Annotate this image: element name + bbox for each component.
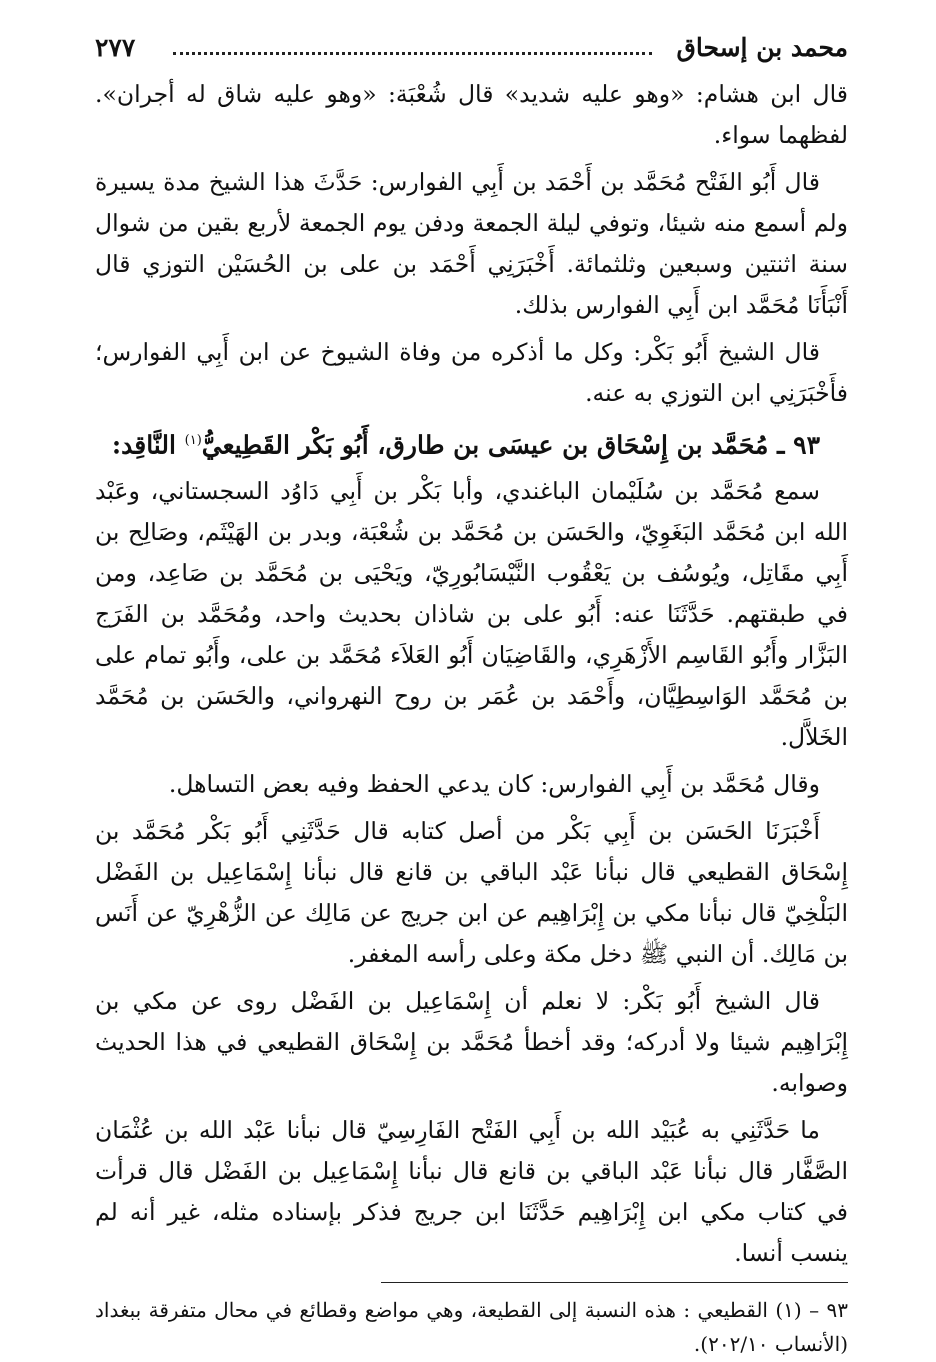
running-title: محمد بن إسحاق [676, 33, 848, 62]
paragraph: وقال مُحَمَّد بن أَبِي الفوارس: كان يدعي الحفظ وفيه بعض التساهل. [168, 770, 820, 799]
footnote-divider [381, 1282, 848, 1283]
leader-dots [173, 52, 652, 55]
footnote: ٩٣ – (١) القطيعي : هذه النسبة إلى القطيعة، وهي مواضع وقطائع في محال متفرقة ببغداد (الأنساب ٢٠٢/١٠). [95, 1298, 848, 1357]
paragraph: سمع مُحَمَّد بن سُلَيْمان الباغندي، وأبا بَكْر بن أَبِي دَاوُد السجستاني، وعَبْد الله ابن مُحَمَّد البَغَوِيّ، والحَسَن بن مُحَمَّد بن شُعْبَة، وبدر بن الهَيْثَم، وصَالِح بن أَبِي مقَاتِل، ويُوسُف بن يَعْقُوب النَّيْسَابُورِيّ، ويَحْيَى بن مُحَمَّد بن صَاعِد، ومن في طبقتهم. حَدَّثَنَا عنه: أَبُو على بن شاذان بحديث واحد، ومُحَمَّد بن الفَرَج البَزَّار وأَبُو القَاسِم الأَزْهَرِي، والقَاضِيَان أَبُو العَلاَء مُحَمَّد بن على، وأَبُو تمام على بن مُحَمَّد الوَاسِطِيَّان، وأَحْمَد بن عُمَر بن روح النهرواني، والحَسَن بن مُحَمَّد الخَلاَّل. [95, 477, 848, 752]
paragraph: قال أَبُو الفَتْح مُحَمَّد بن أَحْمَد بن أَبِي الفوارس: حَدَّثَ هذا الشيخ مدة يسيرة ولم أسمع منه شيئا، وتوفي ليلة الجمعة ودفن يوم الجمعة لأربع بقين من شوال سنة اثنتين وسبعين وثلثمائة. أَخْبَرَنِي أَحْمَد بن على بن الحُسَيْن التوزي قال أَنْبَأَنَا مُحَمَّد ابن أَبِي الفوارس بذلك. [95, 168, 848, 319]
paragraph: أَخْبَرَنَا الحَسَن بن أَبِي بَكْر من أصل كتابه قال حَدَّثَنِي أَبُو بَكْر مُحَمَّد بن إِسْحَاق القطيعي قال نبأنا عَبْد الباقي بن قانع قال نبأنا إِسْمَاعِيل بن الفَضْل البَلْخِيّ قال نبأنا مكي بن إِبْرَاهِيم عن ابن جريج عن مَالِك عن الزُّهْرِيّ عن أَنَس بن مَالِك. أن النبي ﷺ دخل مكة وعلى رأسه المغفر. [95, 817, 848, 969]
entry-heading [95, 420, 848, 465]
page-body [95, 74, 848, 1274]
paragraph: قال ابن هشام: «وهو عليه شديد» قال شُعْبَة: «وهو عليه شاق له أجران». لفظهما سواء. [95, 80, 848, 149]
entry-heading-main: ٩٣ ـ مُحَمَّد بن إِسْحَاق بن عيسَى بن طارق، أَبُو بَكْر القَطِيعيُّ [201, 430, 820, 460]
running-header [95, 26, 848, 70]
paragraph: قال الشيخ أَبُو بَكْر: لا نعلم أن إِسْمَاعِيل بن الفَضْل روى عن مكي بن إِبْرَاهِيم شيئا ولا أدركه؛ وقد أخطأ مُحَمَّد بن إِسْحَاق القطيعي في هذا الحديث وصوابه. [95, 987, 848, 1098]
page-number: ٢٧٧ [95, 33, 136, 62]
entry-heading-tail: النَّاقِد: [111, 430, 185, 460]
paragraph: ما حَدَّثَنِي به عُبَيْد الله بن أَبِي الفَتْح الفَارِسِيّ قال نبأنا عَبْد الله بن عُثْمَان الصَّفَّار قال نبأنا عَبْد الباقي بن قانع قال نبأنا إِسْمَاعِيل بن الفَضْل قال قرأت في كتاب مكي ابن إِبْرَاهِيم حَدَّثَنَا ابن جريج فذكر بإسناده مثله، غير أنه لم ينسب أنسا. [95, 1116, 848, 1268]
footnote-reference[interactable]: (١) [184, 433, 202, 448]
paragraph: قال الشيخ أَبُو بَكْر: وكل ما أذكره من وفاة الشيوخ عن ابن أَبِي الفوارس؛ فأَخْبَرَنِي ابن التوزي به عنه. [95, 338, 848, 407]
